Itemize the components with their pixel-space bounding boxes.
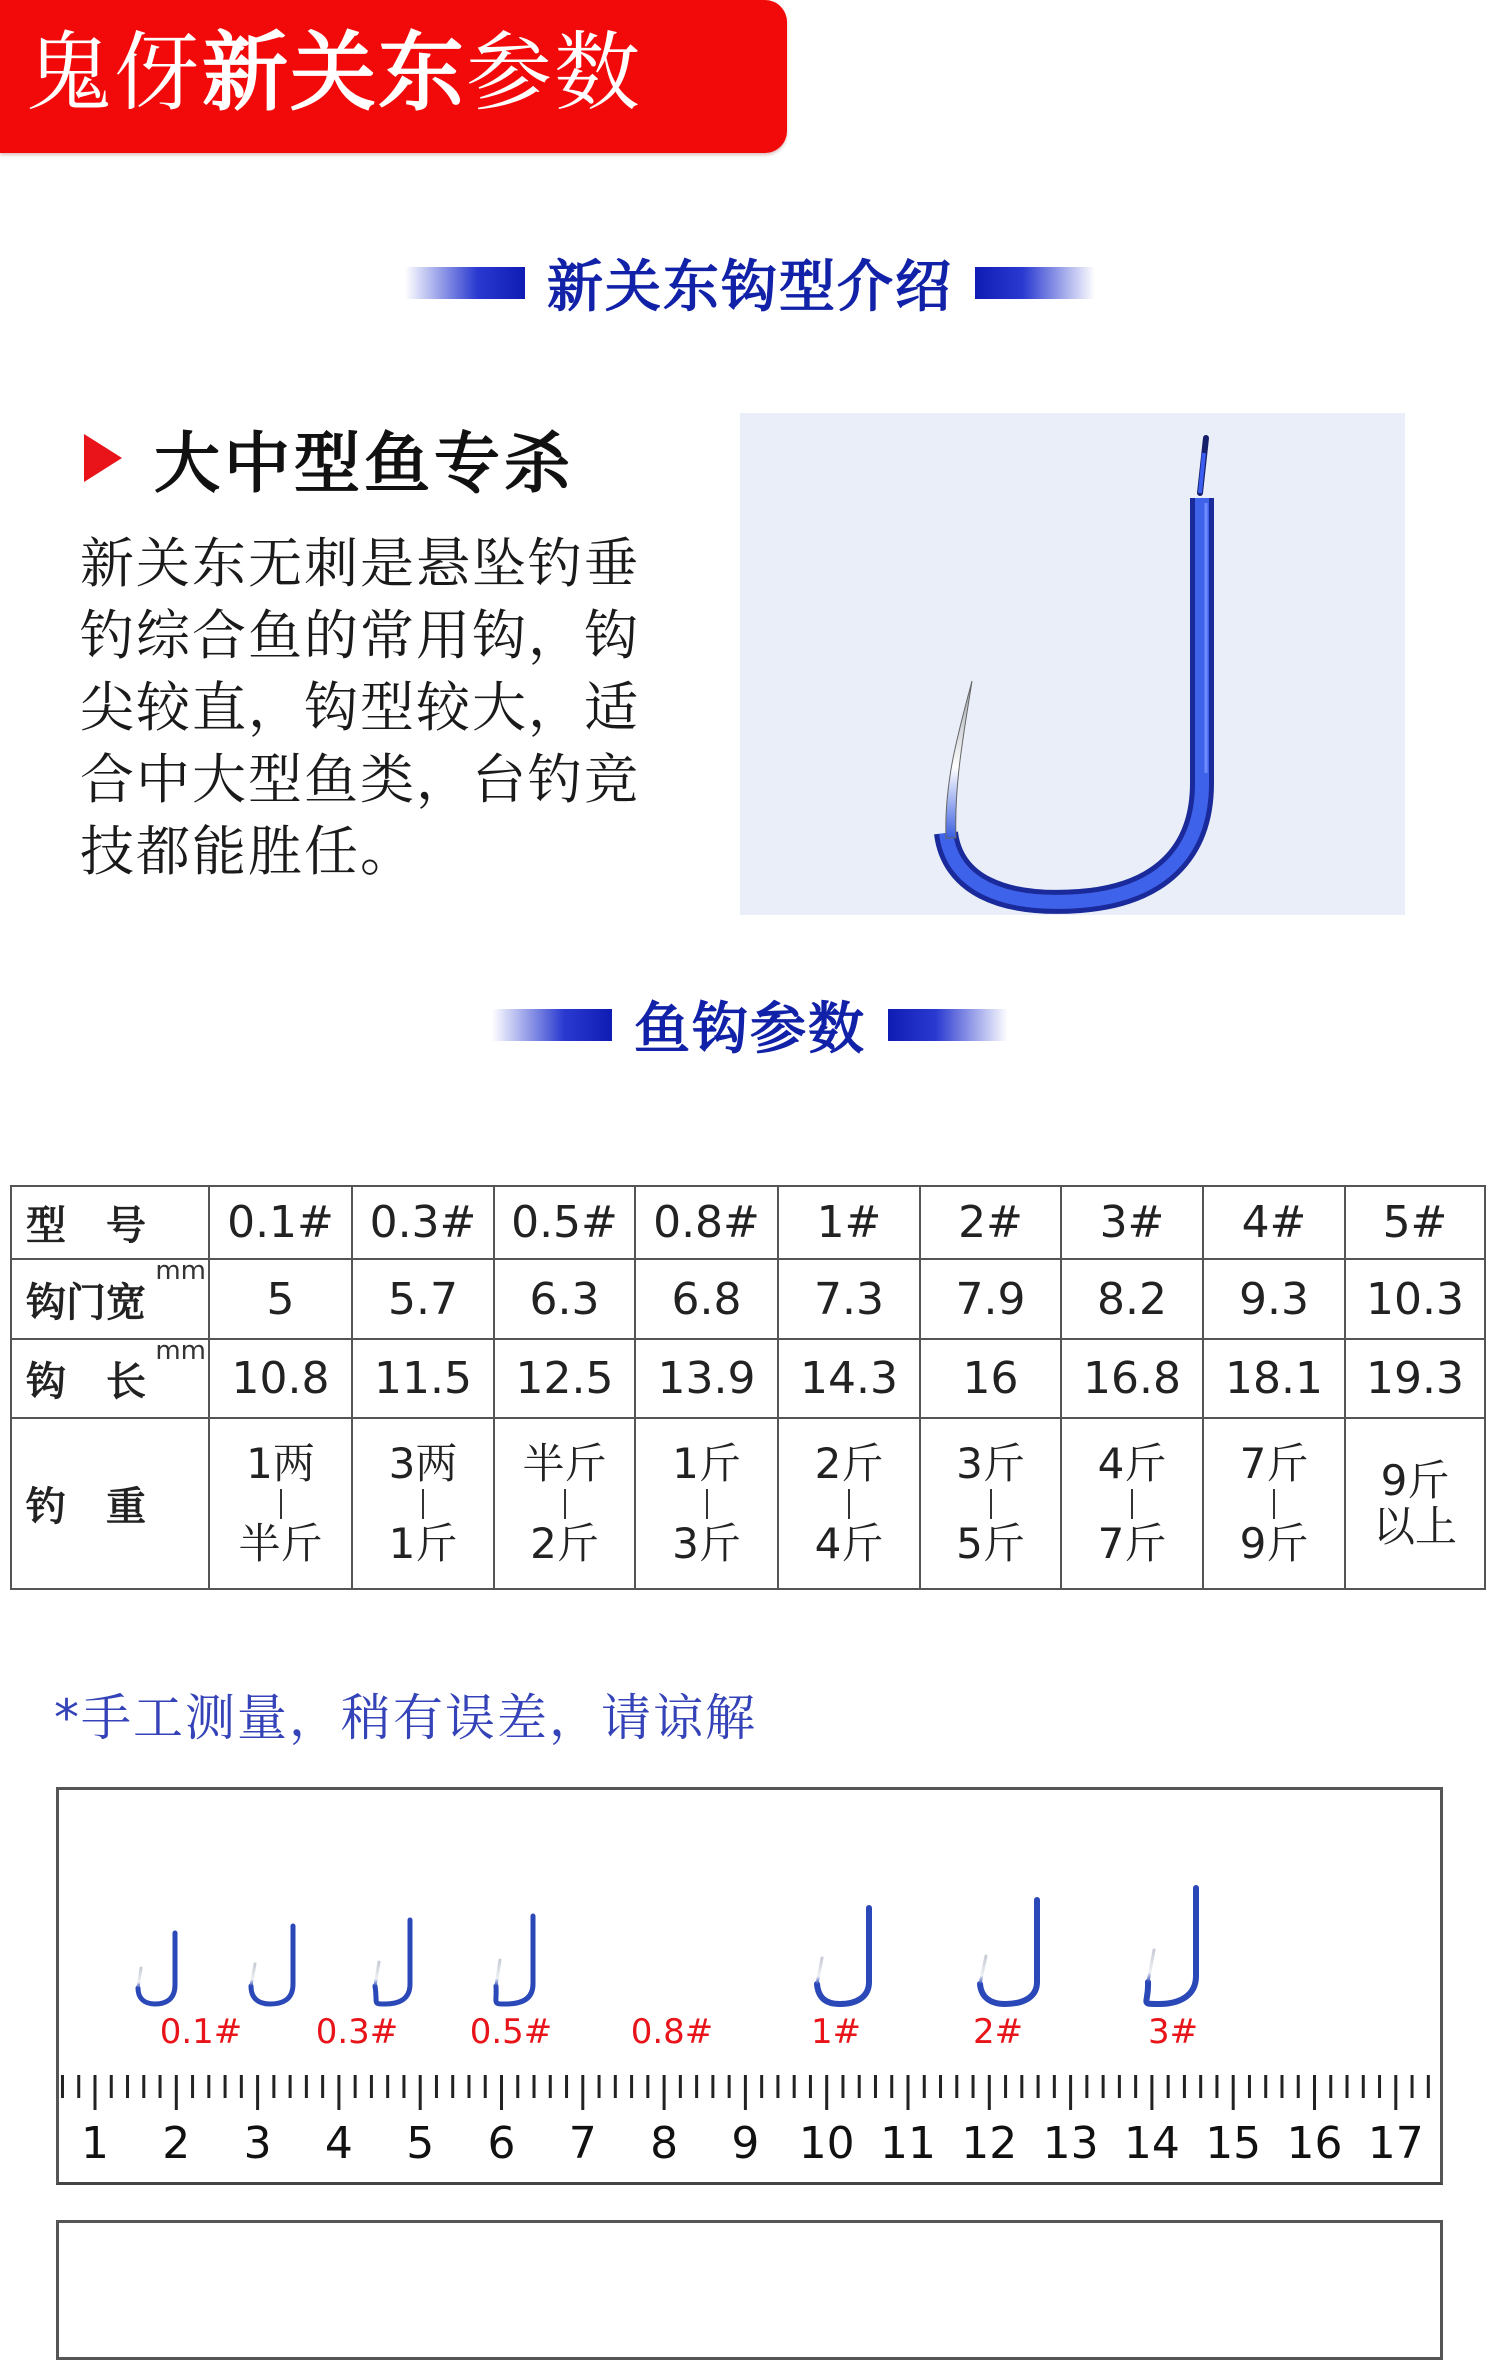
table-cell: 18.1 [1203,1339,1345,1418]
table-cell: 10.8 [209,1339,352,1418]
weight-to: 3斤 [672,1518,741,1568]
measurement-note: *手工测量，稍有误差，请谅解 [54,1689,757,1747]
table-cell: 10.3 [1345,1259,1485,1339]
weight-from: 半斤 [522,1438,607,1488]
weight-to: 9斤 [1239,1518,1309,1568]
weight-from: 1斤 [672,1438,741,1488]
table-cell [352,1418,494,1589]
table-cell: 5# [1345,1186,1485,1259]
table-cell: 7.9 [920,1259,1061,1339]
table-cell: 16.8 [1061,1339,1203,1418]
table-cell: 12.5 [494,1339,635,1418]
description-line: 钓综合鱼的常用钩，钩 [80,604,640,667]
table-cell: 0.3# [352,1186,494,1259]
ruler-number: 11 [880,2118,936,2169]
row-header-label: 钩门宽 [26,1279,146,1326]
ruler-number: 14 [1123,2118,1180,2169]
table-cell [635,1418,778,1589]
hook-image-panel [740,413,1405,915]
hook-size-label: 0.5# [469,2012,553,2052]
table-cell [778,1418,920,1589]
ruler-number: 13 [1042,2118,1099,2169]
ruler-number: 15 [1205,2118,1262,2169]
table-row-weight [11,1418,1485,1589]
table-cell: 14.3 [778,1339,920,1418]
table-cell: 8.2 [1061,1259,1203,1339]
weight-to: 5斤 [956,1518,1025,1568]
ruler-number: 1 [81,2118,109,2169]
description-line: 技都能胜任。 [80,820,416,883]
section-heading-hook-intro [0,248,1500,318]
ruler-number: 3 [243,2118,272,2169]
weight-from: 3两 [388,1438,458,1488]
weight-to: 2斤 [530,1518,599,1568]
ruler-number: 9 [731,2118,760,2169]
header-banner [0,0,787,153]
weight-from: 7斤 [1239,1438,1309,1488]
weight-to: 半斤 [238,1518,323,1568]
ruler-number: 17 [1367,2118,1424,2169]
weight-to: 7斤 [1097,1518,1167,1568]
range-divider [990,1489,992,1519]
ruler-number: 8 [650,2118,679,2169]
title-brand: 鬼伢 [26,23,202,123]
ruler-number: 16 [1286,2118,1343,2169]
table-cell: 2# [920,1186,1061,1259]
table-row-gap-width [11,1259,1485,1339]
row-header-weight: 钓 重 [11,1418,209,1589]
hook-size-label: 2# [972,2012,1024,2052]
ruler-number: 12 [961,2118,1018,2169]
ruler-number: 4 [324,2118,353,2169]
table-cell: 1# [778,1186,920,1259]
row-header-length [11,1336,209,1418]
hook-size-label: 0.8# [630,2012,714,2052]
range-divider [422,1489,424,1519]
table-cell: 19.3 [1345,1339,1485,1418]
red-triangle-icon [84,434,122,482]
hook-description [80,528,690,888]
hook-size-label: 0.1# [159,2012,243,2052]
weight-from: 4斤 [1097,1438,1167,1488]
table-cell [1345,1418,1485,1589]
ruler-number: 7 [568,2118,597,2169]
weight-to: 4斤 [814,1518,884,1568]
table-cell: 4# [1203,1186,1345,1259]
page-title [26,18,642,128]
hook-size-label: 3# [1147,2012,1199,2052]
section-heading-hook-params [0,990,1500,1060]
table-cell: 5 [209,1259,352,1339]
table-cell [494,1418,635,1589]
heading-bar-right [888,1009,1008,1041]
range-divider [280,1489,282,1519]
table-row-model [11,1186,1485,1259]
table-cell: 7.3 [778,1259,920,1339]
range-divider [848,1489,850,1519]
table-cell: 3# [1061,1186,1203,1259]
range-divider [564,1489,566,1519]
hook-spec-table [10,1185,1486,1590]
table-cell: 0.5# [494,1186,635,1259]
table-cell: 11.5 [352,1339,494,1418]
section-heading-text: 新关东钩型介绍 [547,255,953,320]
weight-from: 1两 [246,1438,315,1488]
table-cell [1061,1418,1203,1589]
weight-to: 以上 [1372,1501,1457,1551]
title-product: 新关东 [202,23,466,123]
table-cell: 0.1# [209,1186,352,1259]
table-cell: 0.8# [635,1186,778,1259]
heading-bar-left [492,1009,612,1041]
row-header-model: 型 号 [11,1186,209,1259]
range-divider [1273,1489,1275,1519]
weight-from: 2斤 [814,1438,884,1488]
table-cell [209,1418,352,1589]
row-header-label: 钩 长 [26,1359,146,1405]
range-divider [706,1489,708,1519]
table-cell [1203,1418,1345,1589]
weight-from: 3斤 [956,1438,1025,1488]
fishing-hook-icon [740,413,1405,915]
table-cell: 6.3 [494,1259,635,1339]
ruler-number: 6 [487,2118,516,2169]
description-line: 新关东无刺是悬坠钓垂 [80,532,640,595]
heading-bar-left [405,267,525,299]
range-divider [1131,1489,1133,1519]
table-cell: 16 [920,1339,1061,1418]
row-header-gap-width [11,1256,209,1339]
table-cell [920,1418,1061,1589]
table-cell: 13.9 [635,1339,778,1418]
ruler-number: 10 [798,2118,855,2169]
section-heading-text: 鱼钩参数 [634,997,866,1062]
feature-title-row [84,410,574,505]
unit-label: mm [155,1336,206,1366]
description-line: 合中大型鱼类，台钓竞 [80,748,640,811]
table-cell: 9.3 [1203,1259,1345,1339]
table-cell: 5.7 [352,1259,494,1339]
title-suffix: 参数 [466,23,642,123]
description-line: 尖较直，钩型较大，适 [80,676,640,739]
hook-size-label: 0.3# [315,2012,399,2052]
weight-from: 9斤 [1380,1455,1450,1505]
table-cell: 6.8 [635,1259,778,1339]
ruler-number: 5 [406,2118,435,2169]
unit-label: mm [155,1256,206,1286]
content-panel-lower [56,2220,1443,2360]
ruler-number: 2 [162,2118,191,2169]
hook-size-label: 1# [810,2012,862,2052]
heading-bar-right [975,267,1095,299]
table-row-length [11,1339,1485,1418]
feature-title: 大中型鱼专杀 [154,425,574,502]
weight-to: 1斤 [388,1518,458,1568]
